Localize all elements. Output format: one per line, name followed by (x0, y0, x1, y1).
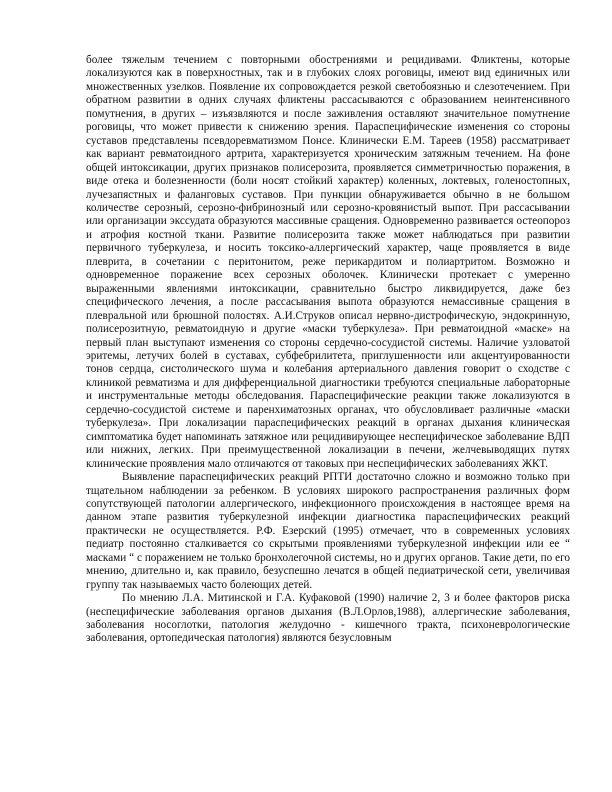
paragraph-detection: Выявление параспецифических реакций РПТИ достаточно сложно и возможно только при тщательном наблюдении за ребенком. В условиях широкого распространения различных форм сопутствующей патологии аллергического, инфекционного происхождения в настоящее время на данном этапе развития туберкулезной инфекции диагностика параспецифических реакций практически не осуществляется. Р.Ф. Езерский (1995) отмечает, что в современных условиях педиатр постоянно сталкивается со скрытыми проявлениями туберкулезной инфекции или ее “ масками “ с поражением не только бронхолегочной системы, но и других органов. Такие дети, по его мнению, длительно и, как правило, безуспешно лечатся в общей педиатрической сети, увеличивая группу так называемых часто болеющих детей. (86, 471, 570, 591)
body-text (86, 54, 570, 646)
paragraph-risk-factors: По мнению Л.А. Митинской и Г.А. Куфаковой (1990) наличие 2, 3 и более факторов риска (неспецифические заболевания органов дыхания (В.Л.Орлов,1988), аллергические заболевания, заболевания носоглотки, патология желудочно - кишечного тракта, психоневрологические заболевания, ортопедическая патология) являются безусловным (86, 592, 570, 645)
paragraph-parasepecific-changes: более тяжелым течением с повторными обострениями и рецидивами. Фликтены, которые локализуются как в поверхностных, так и в глубоких слоях роговицы, имеют вид единичных или множественных узелков. Появление их сопровождается резкой светобоязнью и слезотечением. При обратном развитии в одних случаях фликтены рассасываются с образованием неинтенсивного помутнения, в других – изъязвляются и после заживления оставляют значительное помутнение роговицы, что может привести к снижению зрения. Параспецифические изменения со стороны суставов представлены псевдоревматизмом Понсе. Клинически Е.М. Тареев (1958) рассматривает как вариант ревматоидного артрита, характеризуется хроническим затяжным течением. На фоне общей интоксикации, других признаков полисерозита, проявляется симметричностью поражения, в виде отека и болезненности (боли носят стойкий характер) коленных, локтевых, голеностопных, лучезапястных и фаланговых суставов. При пункции обнаруживается обычно в не большом количестве серозный, серозно-фибринозный или серозно-кровянистый выпот. При рассасывании или организации экссудата образуются массивные сращения. Одновременно развивается остеопороз и атрофия костной ткани. Развитие полисерозита также может наблюдаться при развитии первичного туберкулеза, и носить токсико-аллергический характер, чаще проявляется в виде плеврита, в сочетании с перитонитом, реже перикардитом и полиартритом. Возможно и одновременное поражение всех серозных оболочек. Клинически протекает с умеренно выраженными явлениями интоксикации, сравнительно быстро ликвидируется, даже без специфического лечения, а после рассасывания выпота образуются немассивные сращения в плевральной или брюшной полостях. А.И.Струков описал нервно-дистрофическую, эндокринную, полисерозитную, ревматоидную и другие «маски туберкулеза». При ревматоидной «маске» на первый план выступают изменения со стороны сердечно-сосудистой системы. Наличие узловатой эритемы, летучих болей в суставах, субфебрилитета, приглушенности или акцентуированности тонов сердца, систолического шума и колебания артериального давления говорит о сходстве с клиникой ревматизма и для дифференциальной диагностики требуются специальные лабораторные и инструментальные методы обследования. Параспецифические реакции также локализуются в сердечно-сосудистой системе и паренхиматозных органах, что обусловливает различные «маски туберкулеза». При локализации параспецифических реакций в органах дыхания клиническая симптоматика будет напоминать затяжное или рецидивирующее неспецифическое заболевание ВДП или нижних, легких. При преимущественной локализации в печени, желчевыводящих путях клинические проявления мало отличаются от таковых при неспецифических заболеваниях ЖКТ. (86, 54, 570, 470)
